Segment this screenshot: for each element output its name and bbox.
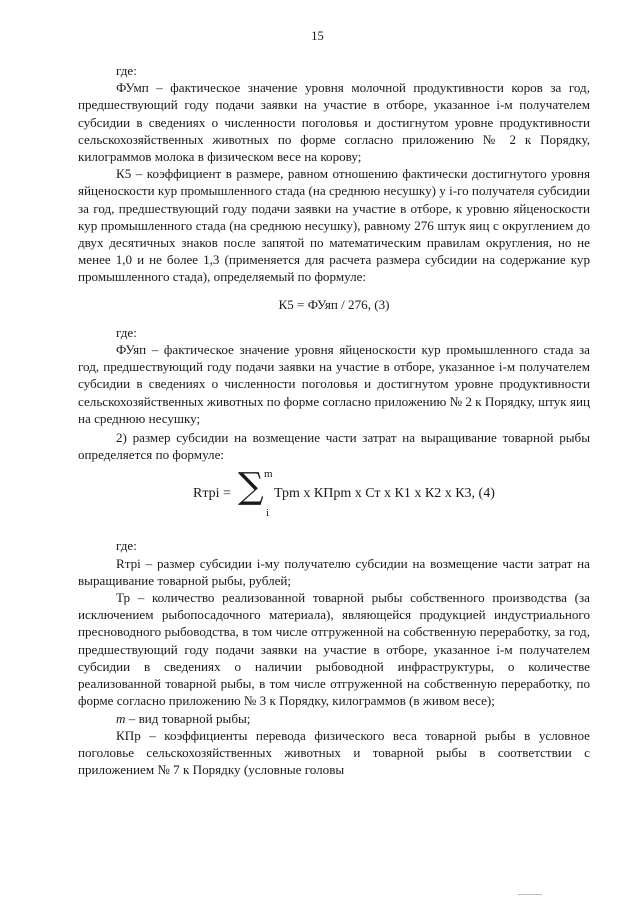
scan-artifact [518, 894, 542, 895]
page-number: 15 [311, 29, 324, 43]
sum-symbol: ∑ [238, 466, 264, 508]
definition-k5: К5 – коэффициент в размере, равном отношению фактически достигнутого уровня яйценоскости кур промышленного стада (на среднюю несушку) у i-го получателя субсидии за год, предшествующий году подачи заявки на участие в отборе, к уровню яйценоскости кур промышленного стада (на среднюю несушку), равному 276 штук яиц с округлением до двух десятичных знаков после запятой по математическим правилам округления, но не менее 1,0 и не более 1,3 (применяется для расчета размера субсидии на содержание кур промышленного стада), определяемый по формуле: [78, 166, 590, 285]
definition-m-text: – вид товарной рыбы; [125, 710, 251, 726]
formula-3: К5 = ФУяп / 276, (3) [278, 296, 390, 312]
definition-m [78, 710, 590, 727]
definition-fump: ФУмп – фактическое значение уровня молочной продуктивности коров за год, предшествующий году подачи заявки на участие в отборе, указанное i-м получателем субсидии в сведениях о численности поголовья и достигнутом уровне продуктивности сельскохозяйственных животных по форме согласно приложению № 2 к Порядку, килограммов молока в физическом весе на корову; [78, 80, 590, 165]
formula-4 [78, 465, 590, 521]
variable-m: m [116, 710, 126, 726]
formula-4-rhs: Трm x КПрm x Ст x К1 x К2 x К3, (4) [274, 486, 495, 502]
definition-tr: Тр – количество реализованной товарной рыбы собственного производства (за исключением рыбопосадочного материала), являющейся продукцией индустриального пресноводного рыбоводства, в том числе отгруженной на собственную переработку, за год, предшествующий году подачи заявки на участие в отборе, указанное i-м получателем субсидии в сведениях о наличии рыбоводной инфраструктуры, о количестве реализованной товарной рыбы, в том числе отгруженной на собственную переработку, по форме согласно приложению № 3 к Порядку, килограммов (в живом весе); [78, 590, 590, 709]
definition-rtri: Rтрi – размер субсидии i-му получателю субсидии на возмещение части затрат на выращивание товарной рыбы, рублей; [78, 555, 590, 588]
formula-4-lhs: Rтрi = [193, 486, 231, 502]
document-body [78, 62, 590, 778]
definition-kpr: КПр – коэффициенты перевода физического веса товарной рыбы в условное поголовье сельскохозяйственных животных и товарной рыбы в соответствии с приложением № 7 к Порядку (условные головы [78, 727, 590, 778]
where-label: где: [116, 63, 137, 78]
definition-fuyap: ФУяп – фактическое значение уровня яйценоскости кур промышленного стада за год, предшествующий году подачи заявки на участие в отборе, указанное i-м получателем субсидии в сведениях о численности поголовья и достигнутом уровне продуктивности сельскохозяйственных животных по форме согласно приложению № 2 к Порядку, штук яиц на среднюю несушку; [78, 342, 590, 426]
sum-lower-limit: i [266, 507, 270, 520]
item-2-paragraph: 2) размер субсидии на возмещение части затрат на выращивание товарной рыбы определяется по формуле: [78, 430, 590, 463]
sum-upper-limit: m [264, 468, 273, 481]
where-label: где: [116, 538, 137, 554]
where-label: где: [116, 324, 137, 340]
